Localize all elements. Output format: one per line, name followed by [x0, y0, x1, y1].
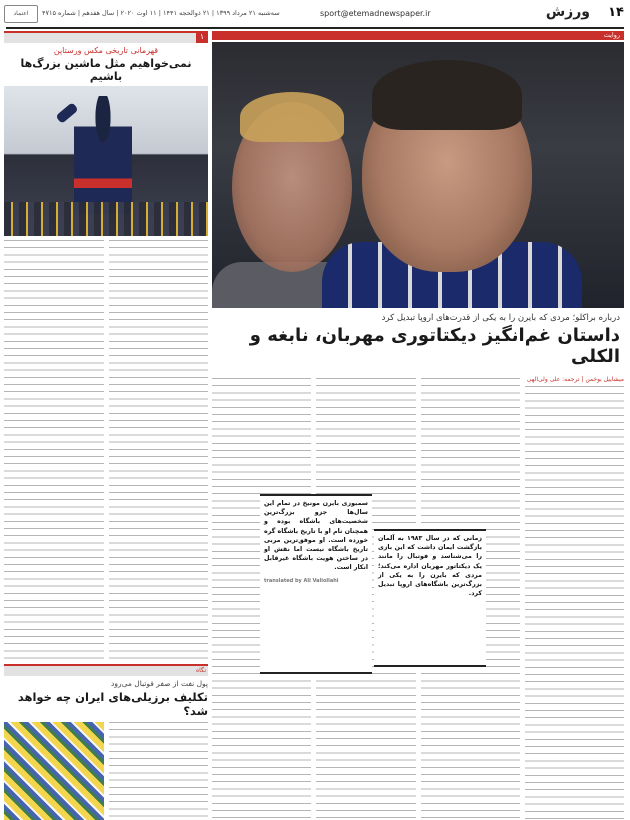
photo-signature: translated by Ali Valiollahi [264, 577, 339, 584]
section-title: ورزش [545, 4, 590, 20]
main-person-hair [372, 60, 522, 130]
story2-bar [4, 664, 208, 676]
newspaper-logo: اعتماد [4, 5, 38, 23]
story1-photo [4, 86, 208, 236]
section-email[interactable]: sport@etemadnewspaper.ir [320, 9, 431, 18]
page-header [0, 0, 630, 28]
story2-headline: تکلیف برزیلی‌های ایران چه خواهد شد؟ [17, 690, 208, 718]
story2-text [109, 722, 209, 820]
story1-subtitle: قهرمانی تاریخی مکس ورستاپن [53, 46, 159, 55]
crowd-strip [4, 202, 208, 236]
story1-body [4, 240, 208, 660]
driver-figure [74, 96, 132, 214]
pull-quote-right-text: زمانی که در سال ۱۹۸۳ به آلمان بازگشت ایمان داشت که این بازی را می‌شناسد و فوتبال را مانند یک دیکتاتور مهربان اداره می‌کند؛ مردی که بایرن را به یکی از بزرگ‌ترین باشگاه‌های اروپا تبدیل کرد. [378, 535, 482, 598]
pull-quote-right [374, 529, 486, 667]
pull-quote-left-text: سمبوزی بایرن مونیخ در تمام این سال‌ها جزو بزرگ‌ترین شخصیت‌های باشگاه بوده و همچنان نام او با تاریخ باشگاه گره خورده است. او موفق‌ترین مربی تاریخ باشگاه نیست اما نقش او در ساختن هویت باشگاه غیرقابل انکار است. [264, 500, 368, 572]
main-kicker: درباره براکلو؛ مردی که بایرن را به یکی از قدرت‌های اروپا تبدیل کرد [381, 313, 620, 323]
story2-body [4, 722, 208, 820]
page-number: ۱۴ [608, 5, 624, 20]
story1-headline: نمی‌خواهیم مثل ماشین بزرگ‌ها باشیم [20, 57, 192, 83]
story1-text-col-left [4, 240, 104, 660]
story1-bar [4, 31, 208, 43]
byline: میشاییل بوخمن | ترجمه: علی ولی‌الهی [526, 376, 624, 383]
story2-subtitle: پول نفت از صفر فوتبال می‌رود [111, 679, 208, 688]
main-bar [212, 31, 624, 40]
bg-person-hair [240, 92, 344, 142]
story1-text-col-right [109, 240, 209, 660]
main-bar-label: روایت [603, 31, 620, 39]
main-text-col-1 [525, 370, 624, 820]
section-label: نگاه [196, 667, 206, 674]
main-story [212, 31, 624, 816]
story-number-badge: ۱ [196, 31, 208, 43]
main-photo [212, 42, 624, 308]
dateline: سه‌شنبه ۲۱ مرداد ۱۳۹۹ | ۲۱ ذوالحجه ۱۴۴۱ | ۱۱ اوت ۲۰۲۰ | سال هفدهم | شماره ۴۷۱۵ [42, 9, 280, 17]
story2-photo [4, 722, 104, 820]
pull-quote-left [260, 494, 372, 674]
left-column [4, 31, 208, 816]
header-rule [6, 27, 624, 29]
main-headline: داستان غم‌انگیز دیکتاتوری مهربان، نابغه و الکلی [249, 325, 620, 367]
